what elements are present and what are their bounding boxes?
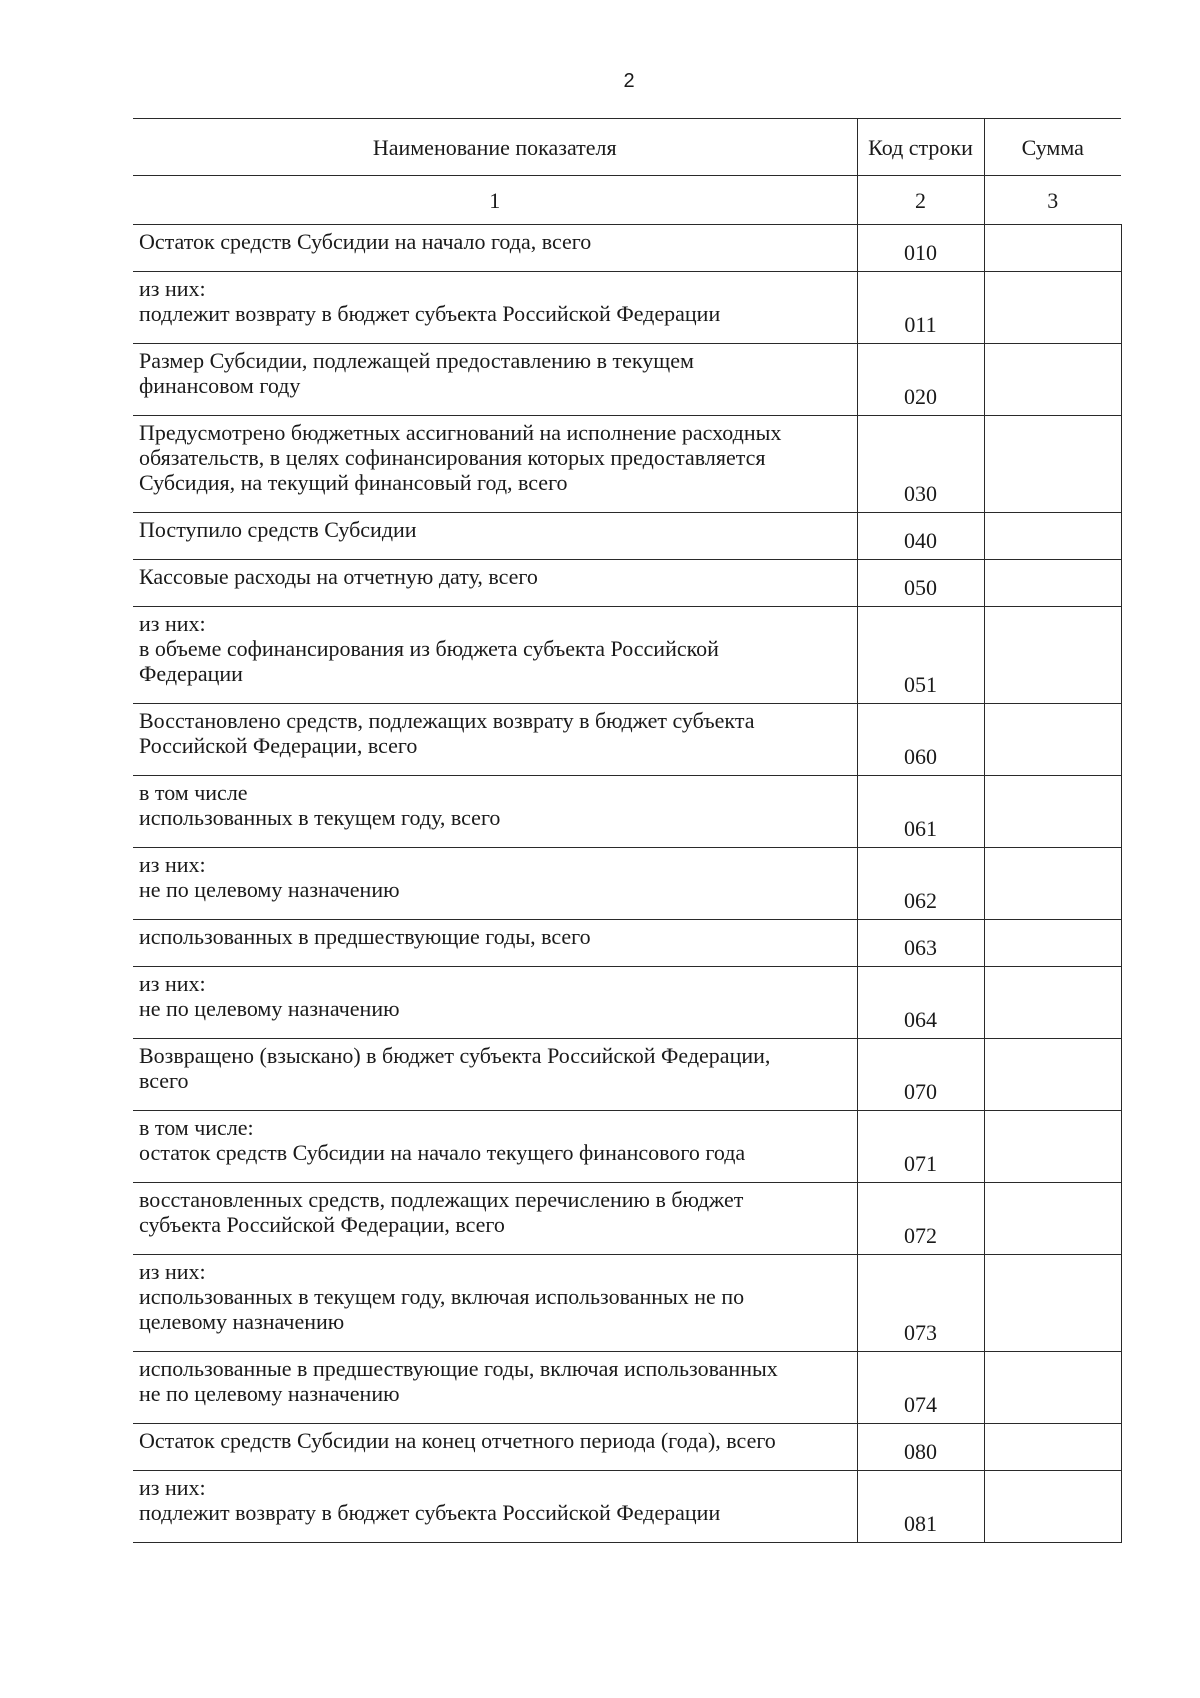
header-row	[133, 119, 1121, 176]
row-code: 050	[857, 560, 984, 607]
indicator-name	[133, 1111, 857, 1183]
indicator-name-line: в объеме софинансирования из бюджета субъекта Российской	[139, 636, 719, 661]
indicator-name	[133, 848, 857, 920]
indicator-name-line: всего	[139, 1068, 189, 1093]
indicator-name-line: Предусмотрено бюджетных ассигнований на исполнение расходных	[139, 420, 782, 445]
row-sum	[984, 1039, 1121, 1111]
row-sum	[984, 416, 1121, 513]
table-row	[133, 1039, 1121, 1111]
row-code: 063	[857, 920, 984, 967]
indicator-name-line: из них:	[139, 1259, 206, 1284]
column-number-2: 2	[857, 176, 984, 225]
indicator-name	[133, 1424, 857, 1471]
row-sum	[984, 848, 1121, 920]
indicator-name	[133, 920, 857, 967]
indicator-name-line: Кассовые расходы на отчетную дату, всего	[139, 564, 538, 589]
table-row	[133, 848, 1121, 920]
row-sum	[984, 704, 1121, 776]
indicator-name-line: подлежит возврату в бюджет субъекта Российской Федерации	[139, 301, 721, 326]
column-number-3: 3	[984, 176, 1121, 225]
header-sum: Сумма	[984, 119, 1121, 176]
table-row	[133, 704, 1121, 776]
row-sum	[984, 225, 1121, 272]
table-row	[133, 560, 1121, 607]
table-row	[133, 1424, 1121, 1471]
table-row	[133, 1471, 1121, 1543]
indicator-name-line: субъекта Российской Федерации, всего	[139, 1212, 505, 1237]
row-sum	[984, 1352, 1121, 1424]
row-sum	[984, 1183, 1121, 1255]
row-sum	[984, 967, 1121, 1039]
indicator-name	[133, 225, 857, 272]
indicator-name-line: Остаток средств Субсидии на начало года, всего	[139, 229, 592, 254]
indicator-name-line: не по целевому назначению	[139, 877, 400, 902]
indicator-name-line: из них:	[139, 852, 206, 877]
indicator-name	[133, 1183, 857, 1255]
row-code: 070	[857, 1039, 984, 1111]
row-sum	[984, 272, 1121, 344]
row-code: 062	[857, 848, 984, 920]
row-code: 011	[857, 272, 984, 344]
row-sum	[984, 1255, 1121, 1352]
table-row	[133, 920, 1121, 967]
indicator-name-line: из них:	[139, 276, 206, 301]
table-row	[133, 1183, 1121, 1255]
row-sum	[984, 1471, 1121, 1543]
indicator-name	[133, 513, 857, 560]
indicator-name-line: в том числе:	[139, 1115, 254, 1140]
indicator-name-line: использованных в текущем году, включая использованных не по	[139, 1284, 745, 1309]
indicator-name-line: остаток средств Субсидии на начало текущего финансового года	[139, 1140, 746, 1165]
indicator-name-line: Возвращено (взыскано) в бюджет субъекта Российской Федерации,	[139, 1043, 771, 1068]
indicator-name	[133, 776, 857, 848]
row-code: 061	[857, 776, 984, 848]
indicator-name	[133, 1352, 857, 1424]
table-row	[133, 1255, 1121, 1352]
indicator-name	[133, 967, 857, 1039]
row-code: 074	[857, 1352, 984, 1424]
table-row	[133, 607, 1121, 704]
indicator-name-line: из них:	[139, 971, 206, 996]
table-body	[133, 225, 1121, 1543]
page-number: 2	[623, 70, 635, 92]
indicator-name	[133, 607, 857, 704]
row-code: 030	[857, 416, 984, 513]
row-sum	[984, 1111, 1121, 1183]
row-code: 080	[857, 1424, 984, 1471]
indicator-name-line: в том числе	[139, 780, 248, 805]
indicator-name-line: Субсидия, на текущий финансовый год, всего	[139, 470, 568, 495]
indicator-name	[133, 272, 857, 344]
row-code: 081	[857, 1471, 984, 1543]
indicator-name	[133, 1471, 857, 1543]
row-code: 051	[857, 607, 984, 704]
indicator-name-line: целевому назначению	[139, 1309, 345, 1334]
row-code: 071	[857, 1111, 984, 1183]
indicator-name-line: использованные в предшествующие годы, включая использованных	[139, 1356, 778, 1381]
report-table	[133, 118, 1122, 1543]
indicator-name-line: финансовом году	[139, 373, 301, 398]
row-code: 064	[857, 967, 984, 1039]
table-row	[133, 1111, 1121, 1183]
row-sum	[984, 1424, 1121, 1471]
row-sum	[984, 776, 1121, 848]
indicator-name-line: из них:	[139, 611, 206, 636]
header-code: Код строки	[857, 119, 984, 176]
indicator-name	[133, 1255, 857, 1352]
indicator-name-line: восстановленных средств, подлежащих перечислению в бюджет	[139, 1187, 744, 1212]
indicator-name-line: Федерации	[139, 661, 243, 686]
indicator-name	[133, 560, 857, 607]
column-number-1: 1	[133, 176, 857, 225]
indicator-name-line: обязательств, в целях софинансирования которых предоставляется	[139, 445, 766, 470]
column-number-row	[133, 176, 1121, 225]
row-sum	[984, 607, 1121, 704]
table-row	[133, 513, 1121, 560]
row-sum	[984, 920, 1121, 967]
row-sum	[984, 344, 1121, 416]
header-name: Наименование показателя	[133, 119, 857, 176]
row-code: 020	[857, 344, 984, 416]
row-code: 073	[857, 1255, 984, 1352]
row-sum	[984, 513, 1121, 560]
indicator-name-line: не по целевому назначению	[139, 1381, 400, 1406]
indicator-name-line: Размер Субсидии, подлежащей предоставлению в текущем	[139, 348, 694, 373]
indicator-name	[133, 416, 857, 513]
indicator-name	[133, 344, 857, 416]
table-row	[133, 225, 1121, 272]
indicator-name	[133, 704, 857, 776]
indicator-name-line: Восстановлено средств, подлежащих возврату в бюджет субъекта	[139, 708, 755, 733]
indicator-name-line: Остаток средств Субсидии на конец отчетного периода (года), всего	[139, 1428, 776, 1453]
indicator-name-line: из них:	[139, 1475, 206, 1500]
table-row	[133, 416, 1121, 513]
row-code: 072	[857, 1183, 984, 1255]
indicator-name-line: подлежит возврату в бюджет субъекта Российской Федерации	[139, 1500, 721, 1525]
table-row	[133, 967, 1121, 1039]
table-row	[133, 1352, 1121, 1424]
row-code: 040	[857, 513, 984, 560]
indicator-name-line: Российской Федерации, всего	[139, 733, 418, 758]
indicator-name-line: использованных в предшествующие годы, всего	[139, 924, 591, 949]
indicator-name-line: использованных в текущем году, всего	[139, 805, 501, 830]
table-row	[133, 272, 1121, 344]
row-sum	[984, 560, 1121, 607]
table-header	[133, 119, 1121, 225]
table-row	[133, 344, 1121, 416]
row-code: 060	[857, 704, 984, 776]
row-code: 010	[857, 225, 984, 272]
indicator-name-line: не по целевому назначению	[139, 996, 400, 1021]
indicator-name-line: Поступило средств Субсидии	[139, 517, 417, 542]
indicator-name	[133, 1039, 857, 1111]
table-row	[133, 776, 1121, 848]
